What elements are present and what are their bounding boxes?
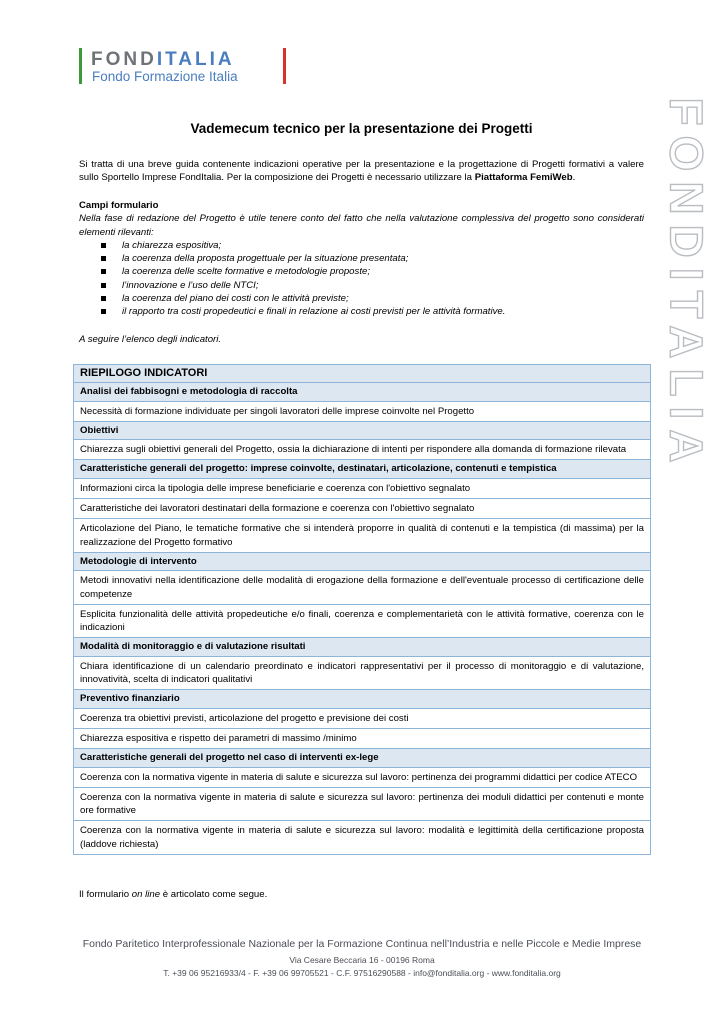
formulario-pre: Il formulario: [79, 889, 132, 900]
watermark-text: FONDITALIA: [661, 97, 714, 473]
table-cell: Coerenza con la normativa vigente in materia di salute e sicurezza sul lavoro: modalità e legittimità della certificazione proposta (laddove richiesta): [74, 821, 651, 855]
table-section-row: [74, 383, 651, 401]
indicators-lead: A seguire l’elenco degli indicatori.: [79, 334, 222, 345]
logo-red-bar: [283, 48, 286, 84]
criteria-item: [79, 305, 644, 318]
table-section-title: Obiettivi: [74, 421, 651, 439]
table-section-title: Metodologie di intervento: [74, 552, 651, 570]
criteria-item-text: la coerenza della proposta progettuale per la situazione presentata;: [122, 253, 409, 265]
table-section-title: Preventivo finanziario: [74, 690, 651, 708]
table-row: [74, 767, 651, 787]
criteria-item-text: la coerenza del piano dei costi con le attività previste;: [122, 293, 349, 305]
criteria-list: [79, 239, 644, 319]
formulario-post: è articolato come segue.: [160, 889, 268, 900]
table-cell: Articolazione del Piano, le tematiche formative che si intenderà proporre in qualità di contenuti e la tempistica (di massima) per la realizzazione del Progetto formativo: [74, 519, 651, 553]
table-header-row: [74, 365, 651, 383]
intro-text: Si tratta di una breve guida contenente indicazioni operative per la presentazione e la progettazione di Progetti formativi a valere sullo Sportello Imprese FondItalia. Per la composizione dei Progetti è necessario utilizzare la: [79, 159, 644, 184]
logo-brand: [91, 49, 235, 71]
table-cell: Chiara identificazione di un calendario preordinato e indicatori rappresentativi per il processo di monitoraggio e di valutazione, innovatività, scelta di indicatori qualitativi: [74, 656, 651, 690]
formulario-note: [79, 888, 644, 901]
logo-brand-fond: FOND: [91, 49, 157, 70]
table-cell: Esplicita funzionalità delle attività propedeutiche e/o finali, coerenza e complementarietà con le attività formative, coerenza con le indicazioni: [74, 604, 651, 638]
criteria-item: [79, 252, 644, 265]
table-section-row: [74, 421, 651, 439]
table-row: [74, 499, 651, 519]
table-cell: Coerenza con la normativa vigente in materia di salute e sicurezza sul lavoro: pertinenza dei moduli didattici per contenuti e monte ore formative: [74, 787, 651, 821]
table-section-title: Caratteristiche generali del progetto nel caso di interventi ex-lege: [74, 749, 651, 767]
table-row: [74, 440, 651, 460]
indicators-table: [73, 364, 651, 855]
campi-section: [79, 199, 644, 319]
table-section-row: [74, 460, 651, 478]
side-watermark: [662, 40, 712, 530]
bullet-square-icon: [101, 256, 106, 261]
criteria-item-text: la chiarezza espositiva;: [122, 239, 222, 251]
table-row: [74, 478, 651, 498]
logo-green-bar: [79, 48, 82, 84]
document-title: Vademecum tecnico per la presentazione dei Progetti: [190, 121, 533, 136]
table-cell: Chiarezza sugli obiettivi generali del Progetto, ossia la dichiarazione di intenti per rispondere alla domanda di formazione rilevata: [74, 440, 651, 460]
footer-address: Via Cesare Beccaria 16 - 00196 Roma: [289, 955, 435, 965]
table-cell: Informazioni circa la tipologia delle imprese beneficiarie e coerenza con l'obiettivo segnalato: [74, 478, 651, 498]
table-row: [74, 728, 651, 748]
table-cell: Necessità di formazione individuate per singoli lavoratori delle imprese coinvolte nel Progetto: [74, 401, 651, 421]
criteria-item-text: l’innovazione e l’uso delle NTCI;: [122, 279, 259, 291]
table-row: [74, 604, 651, 638]
intro-end: .: [572, 172, 576, 184]
footer-fund-name: Fondo Paritetico Interprofessionale Nazionale per la Formazione Continua nell’Industria e nelle Piccole e Medie Imprese: [82, 938, 642, 950]
criteria-item: [79, 279, 644, 292]
table-cell: Metodi innovativi nella identificazione delle modalità di erogazione della formazione e dell'eventuale processo di certificazione delle competenze: [74, 571, 651, 605]
table-row: [74, 787, 651, 821]
bullet-square-icon: [101, 269, 106, 274]
criteria-item: [79, 292, 644, 305]
campi-intro: Nella fase di redazione del Progetto è utile tenere conto del fatto che nella valutazione complessiva del progetto sono considerati elementi rilevanti:: [79, 213, 644, 238]
intro-paragraph: [79, 158, 644, 185]
intro-platform-name: Piattaforma FemiWeb: [474, 172, 573, 184]
logo-brand-italia: ITALIA: [156, 49, 235, 70]
table-row: [74, 519, 651, 553]
bullet-square-icon: [101, 243, 106, 248]
table-header: RIEPILOGO INDICATORI: [74, 365, 651, 383]
table-section-title: Caratteristiche generali del progetto: imprese coinvolte, destinatari, articolazione, contenuti e tempistica: [74, 460, 651, 478]
table-row: [74, 821, 651, 855]
criteria-item: [79, 239, 644, 252]
table-section-row: [74, 690, 651, 708]
table-cell: Coerenza tra obiettivi previsti, articolazione del progetto e previsione dei costi: [74, 708, 651, 728]
table-section-title: Analisi dei fabbisogni e metodologia di raccolta: [74, 383, 651, 401]
criteria-item: [79, 265, 644, 278]
table-row: [74, 401, 651, 421]
table-row: [74, 708, 651, 728]
table-cell: Caratteristiche dei lavoratori destinatari della formazione e coerenza con l'obiettivo segnalato: [74, 499, 651, 519]
table-section-row: [74, 552, 651, 570]
table-row: [74, 656, 651, 690]
campi-heading: Campi formulario: [79, 200, 159, 211]
table-section-row: [74, 638, 651, 656]
footer-contacts: T. +39 06 95216933/4 - F. +39 06 99705521 - C.F. 97516290588 - info@fonditalia.org - www.fonditalia.org: [163, 968, 561, 978]
bullet-square-icon: [101, 283, 106, 288]
bullet-square-icon: [101, 296, 106, 301]
table-section-row: [74, 749, 651, 767]
table-cell: Chiarezza espositiva e rispetto dei parametri di massimo /minimo: [74, 728, 651, 748]
table-section-title: Modalità di monitoraggio e di valutazione risultati: [74, 638, 651, 656]
formulario-online: on line: [131, 889, 161, 900]
criteria-item-text: la coerenza delle scelte formative e metodologie proposte;: [122, 266, 370, 278]
logo-subtitle: Fondo Formazione Italia: [92, 69, 238, 84]
table-row: [74, 571, 651, 605]
bullet-square-icon: [101, 309, 106, 314]
table-cell: Coerenza con la normativa vigente in materia di salute e sicurezza sul lavoro: pertinenza dei programmi didattici per codice ATECO: [74, 767, 651, 787]
criteria-item-text: il rapporto tra costi propedeutici e finali in relazione ai costi previsti per le attività formative.: [122, 306, 506, 318]
